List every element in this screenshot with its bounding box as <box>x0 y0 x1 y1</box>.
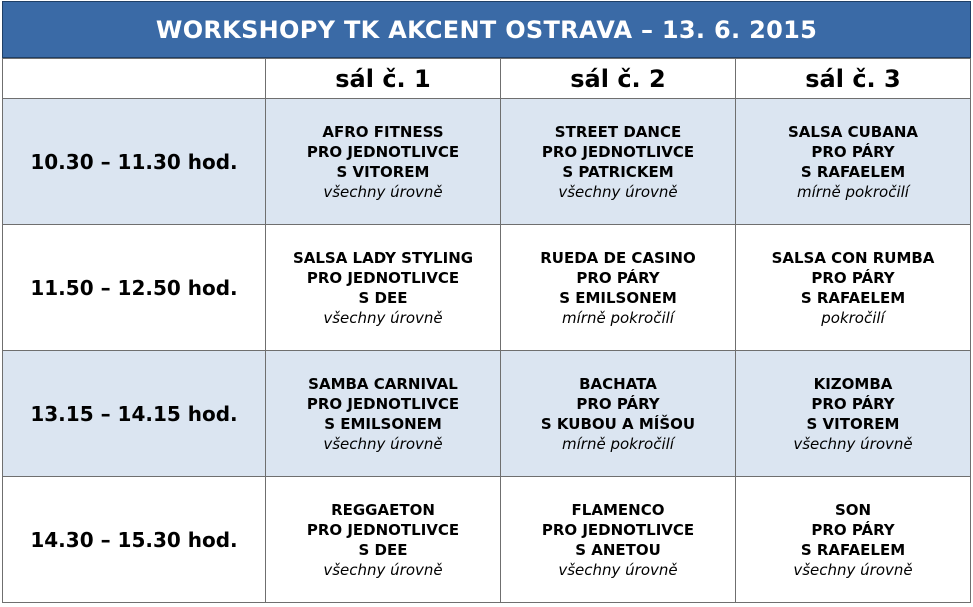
corner-cell <box>3 59 266 99</box>
workshop-teacher: S RAFAELEM <box>800 288 906 307</box>
workshop-mode: PRO PÁRY <box>576 394 660 413</box>
workshop-teacher: S EMILSONEM <box>324 414 442 433</box>
workshop-teacher: S EMILSONEM <box>559 288 677 307</box>
workshop-cell <box>736 99 971 225</box>
room-header-2: sál č. 2 <box>501 59 736 99</box>
schedule-table <box>2 58 971 603</box>
schedule-title: WORKSHOPY TK AKCENT OSTRAVA – 13. 6. 2015 <box>2 1 971 58</box>
workshop-cell <box>736 225 971 351</box>
workshop-level: mírně pokročilí <box>562 308 674 327</box>
time-slot-row-4 <box>3 477 971 603</box>
time-slot-label: 11.50 – 12.50 hod. <box>3 225 266 351</box>
time-slot-label: 13.15 – 14.15 hod. <box>3 351 266 477</box>
workshop-mode: PRO JEDNOTLIVCE <box>306 268 460 287</box>
workshop-level: pokročilí <box>821 308 885 327</box>
workshop-mode: PRO PÁRY <box>576 268 660 287</box>
workshop-teacher: S KUBOU A MÍŠOU <box>540 414 696 433</box>
workshop-level: všechny úrovně <box>558 560 678 579</box>
workshop-mode: PRO PÁRY <box>811 520 895 539</box>
workshop-mode: PRO JEDNOTLIVCE <box>306 520 460 539</box>
workshop-name: SALSA CON RUMBA <box>771 248 935 267</box>
workshop-cell <box>736 477 971 603</box>
workshop-cell <box>501 99 736 225</box>
workshop-mode: PRO JEDNOTLIVCE <box>306 142 460 161</box>
workshop-teacher: S DEE <box>358 288 408 307</box>
time-slot-row-2 <box>3 225 971 351</box>
room-header-row <box>3 59 971 99</box>
workshop-mode: PRO PÁRY <box>811 394 895 413</box>
workshop-mode: PRO JEDNOTLIVCE <box>541 142 695 161</box>
workshop-cell <box>501 225 736 351</box>
workshop-teacher: S VITOREM <box>806 414 900 433</box>
workshop-teacher: S PATRICKEM <box>562 162 674 181</box>
workshop-cell <box>266 477 501 603</box>
workshop-level: všechny úrovně <box>323 182 443 201</box>
workshop-mode: PRO PÁRY <box>811 142 895 161</box>
workshop-name: REGGAETON <box>331 500 435 519</box>
workshop-cell <box>266 225 501 351</box>
workshop-cell <box>501 477 736 603</box>
workshop-name: FLAMENCO <box>571 500 665 519</box>
workshop-cell <box>501 351 736 477</box>
workshop-level: všechny úrovně <box>793 434 913 453</box>
workshop-level: všechny úrovně <box>323 434 443 453</box>
workshop-name: STREET DANCE <box>554 122 682 141</box>
room-header-1: sál č. 1 <box>266 59 501 99</box>
workshop-level: všechny úrovně <box>558 182 678 201</box>
workshop-level: všechny úrovně <box>793 560 913 579</box>
workshop-name: SALSA LADY STYLING <box>292 248 474 267</box>
schedule-sheet <box>2 1 971 603</box>
workshop-name: SAMBA CARNIVAL <box>308 374 458 393</box>
workshop-name: SON <box>834 500 872 519</box>
workshop-mode: PRO PÁRY <box>811 268 895 287</box>
workshop-name: RUEDA DE CASINO <box>540 248 696 267</box>
workshop-mode: PRO JEDNOTLIVCE <box>541 520 695 539</box>
time-slot-label: 14.30 – 15.30 hod. <box>3 477 266 603</box>
workshop-teacher: S ANETOU <box>575 540 661 559</box>
room-header-3: sál č. 3 <box>736 59 971 99</box>
workshop-level: mírně pokročilí <box>562 434 674 453</box>
workshop-cell <box>266 99 501 225</box>
time-slot-label: 10.30 – 11.30 hod. <box>3 99 266 225</box>
workshop-name: AFRO FITNESS <box>322 122 444 141</box>
workshop-name: BACHATA <box>579 374 657 393</box>
workshop-name: SALSA CUBANA <box>788 122 918 141</box>
workshop-level: všechny úrovně <box>323 560 443 579</box>
workshop-cell <box>736 351 971 477</box>
time-slot-row-1 <box>3 99 971 225</box>
workshop-teacher: S RAFAELEM <box>800 540 906 559</box>
workshop-teacher: S DEE <box>358 540 408 559</box>
workshop-teacher: S RAFAELEM <box>800 162 906 181</box>
workshop-level: všechny úrovně <box>323 308 443 327</box>
workshop-teacher: S VITOREM <box>336 162 430 181</box>
workshop-mode: PRO JEDNOTLIVCE <box>306 394 460 413</box>
time-slot-row-3 <box>3 351 971 477</box>
workshop-level: mírně pokročilí <box>797 182 909 201</box>
workshop-name: KIZOMBA <box>813 374 893 393</box>
workshop-cell <box>266 351 501 477</box>
